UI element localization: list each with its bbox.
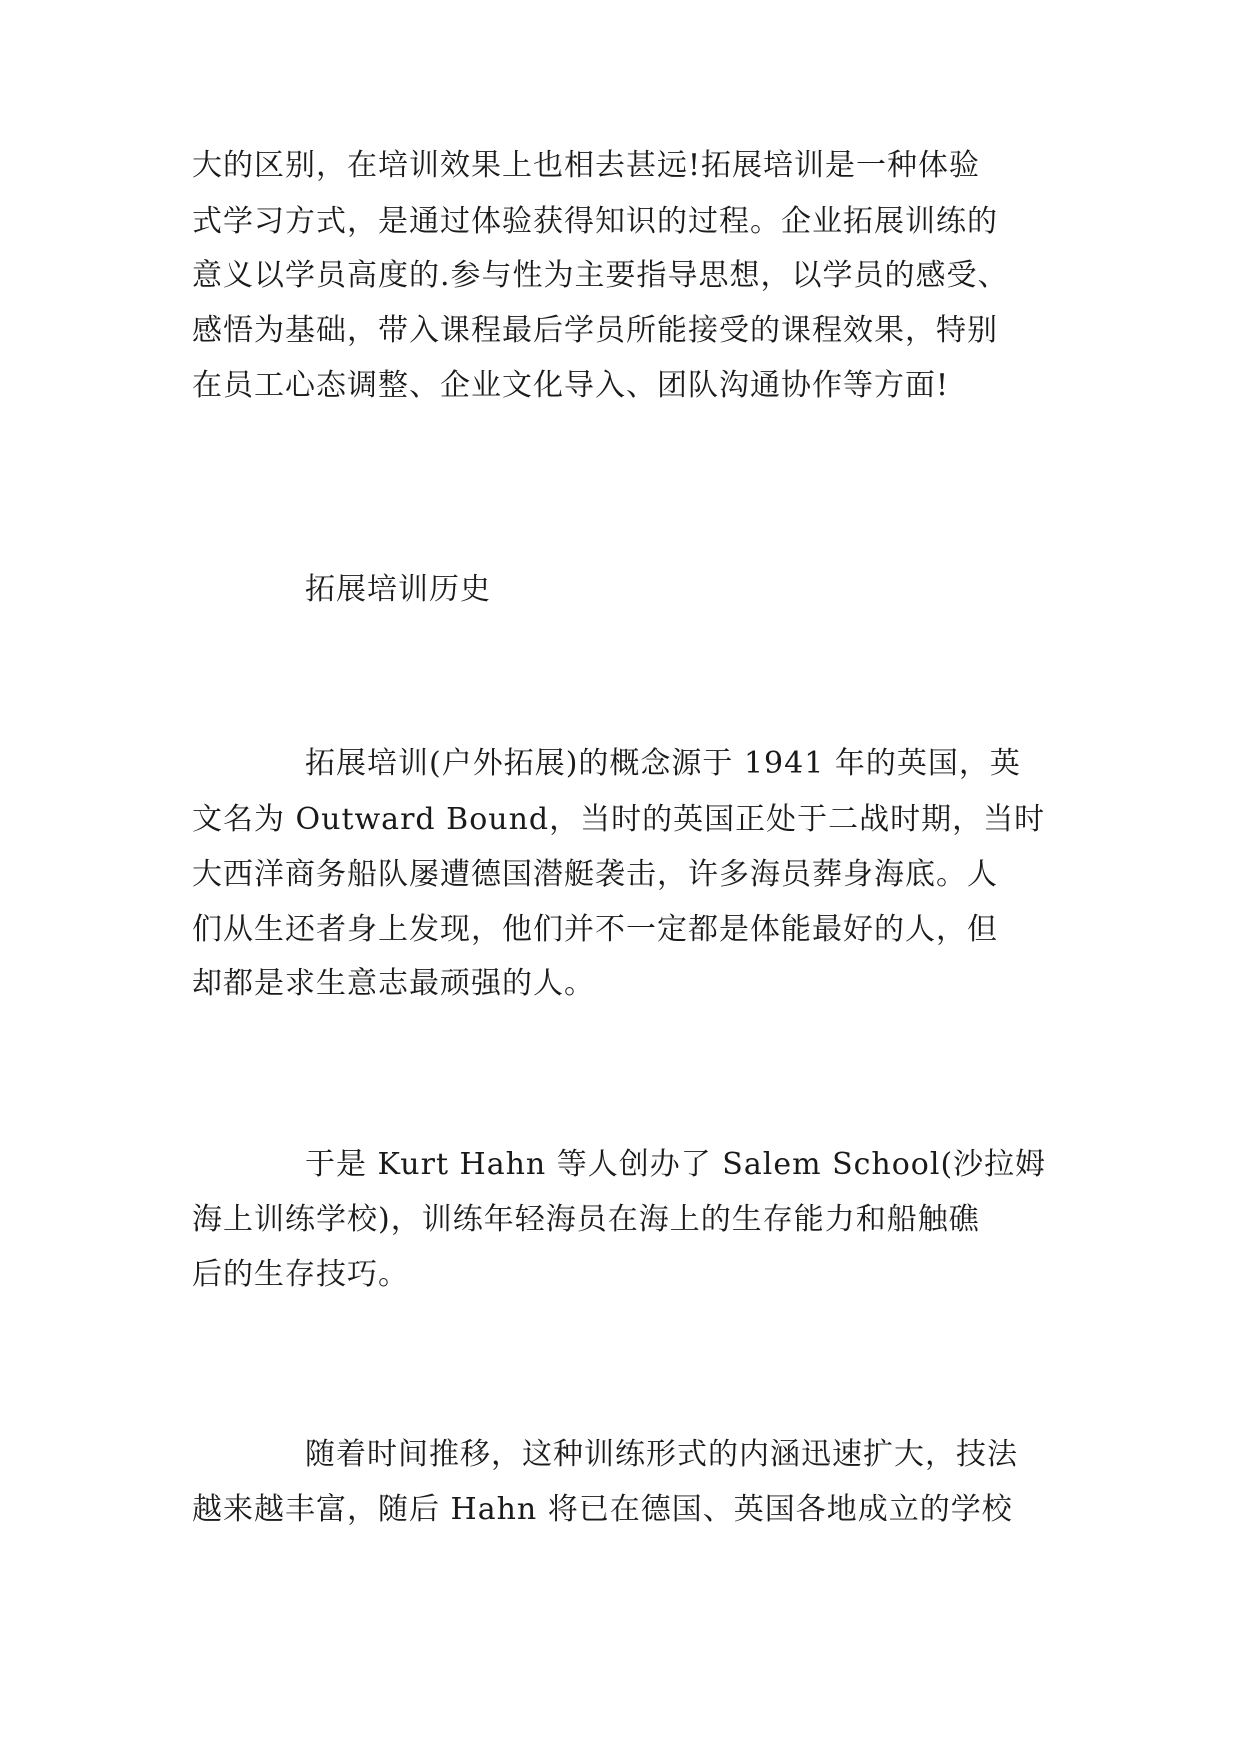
paragraph-2-line-3: 大西洋商务船队屡遭德国潜艇袭击，许多海员葬身海底。人: [192, 857, 998, 892]
paragraph-1-line-3: 意义以学员高度的.参与性为主要指导思想，以学员的感受、: [192, 258, 1009, 293]
paragraph-2-line-2: 文名为 Outward Bound，当时的英国正处于二战时期，当时: [192, 802, 1046, 837]
paragraph-2-line-5: 却都是求生意志最顽强的人。: [192, 966, 595, 1001]
paragraph-4-line-2: 越来越丰富，随后 Hahn 将已在德国、英国各地成立的学校: [192, 1492, 1013, 1527]
paragraph-1-line-5: 在员工心态调整、企业文化导入、团队沟通协作等方面!: [192, 368, 950, 403]
paragraph-3-line-2: 海上训练学校)，训练年轻海员在海上的生存能力和船触礁: [192, 1202, 980, 1237]
paragraph-1-line-1: 大的区别，在培训效果上也相去甚远!拓展培训是一种体验: [192, 148, 981, 183]
paragraph-4-line-1: 随着时间推移，这种训练形式的内涵迅速扩大，技法: [305, 1437, 1018, 1472]
section-heading: 拓展培训历史: [305, 572, 491, 607]
paragraph-2-line-1: 拓展培训(户外拓展)的概念源于 1941 年的英国，英: [305, 746, 1021, 781]
paragraph-2-line-4: 们从生还者身上发现，他们并不一定都是体能最好的人，但: [192, 912, 998, 947]
paragraph-1-line-4: 感悟为基础，带入课程最后学员所能接受的课程效果，特别: [192, 313, 998, 348]
paragraph-1-line-2: 式学习方式，是通过体验获得知识的过程。企业拓展训练的: [192, 204, 998, 239]
paragraph-3-line-1: 于是 Kurt Hahn 等人创办了 Salem School(沙拉姆: [305, 1147, 1047, 1182]
paragraph-3-line-3: 后的生存技巧。: [192, 1257, 409, 1292]
